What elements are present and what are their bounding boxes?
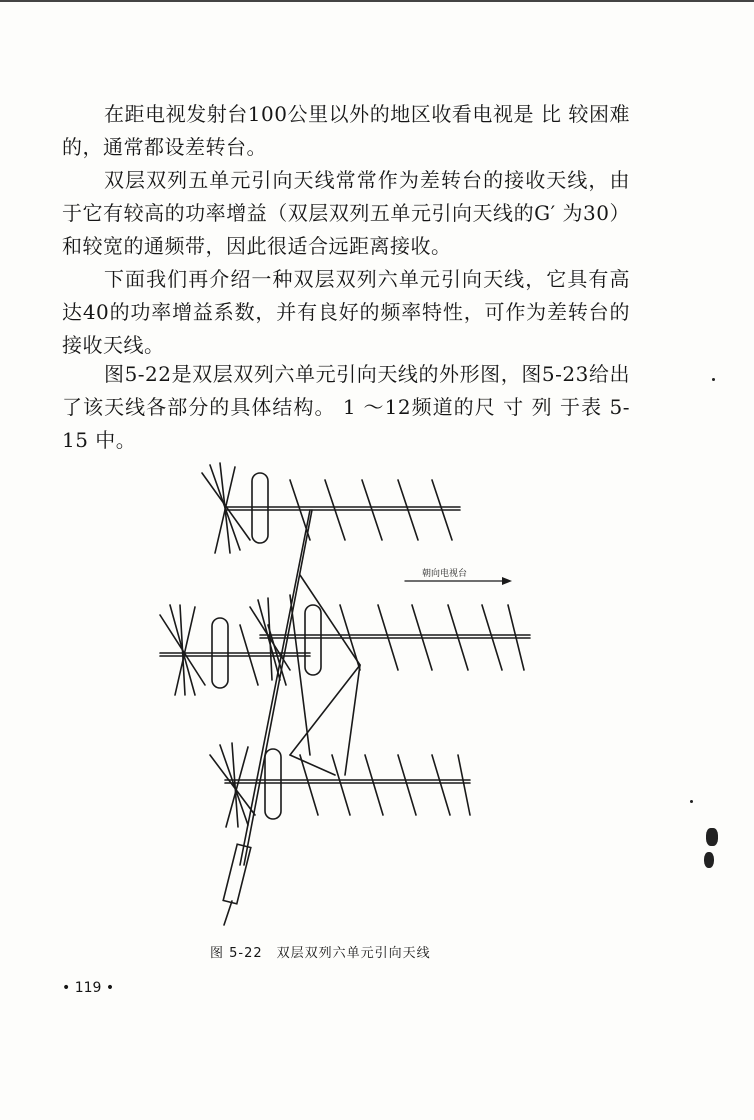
arrow-label: 朝向电视台 (422, 569, 468, 579)
scan-speck (690, 800, 693, 803)
figure-caption: 图 5-22 双层双列六单元引向天线 (210, 946, 431, 961)
paragraph-2: 双层双列五单元引向天线常常作为差转台的接收天线，由于它有较高的功率增益（双层双列五单元引向天线的G′ 为30）和较宽的通频带，因此很适合远距离接收。 (62, 168, 630, 258)
array-middle-left (160, 605, 310, 695)
scan-speck (704, 852, 714, 868)
antenna-figure (140, 455, 600, 935)
page-number: • 119 • (62, 980, 115, 996)
scan-speck (706, 828, 718, 846)
array-top (202, 463, 460, 553)
paragraph-4: 图5-22是双层双列六单元引向天线的外形图，图5-23给出了该天线各部分的具体结构。 1 ～12频道的尺 寸 列 于表 5-15 中。 (62, 362, 630, 452)
array-bottom (210, 743, 470, 827)
mast-frame (223, 510, 360, 925)
scan-speck (712, 378, 715, 381)
paragraph-3: 下面我们再介绍一种双层双列六单元引向天线，它具有高达40的功率增益系数，并有良好的频率特性，可作为差转台的接收天线。 (62, 267, 630, 357)
page-top-edge (0, 0, 754, 2)
antenna-drawing (140, 455, 600, 935)
paragraph-1: 在距电视发射台100公里以外的地区收看电视是 比 较困难的，通常都设差转台。 (62, 102, 630, 159)
